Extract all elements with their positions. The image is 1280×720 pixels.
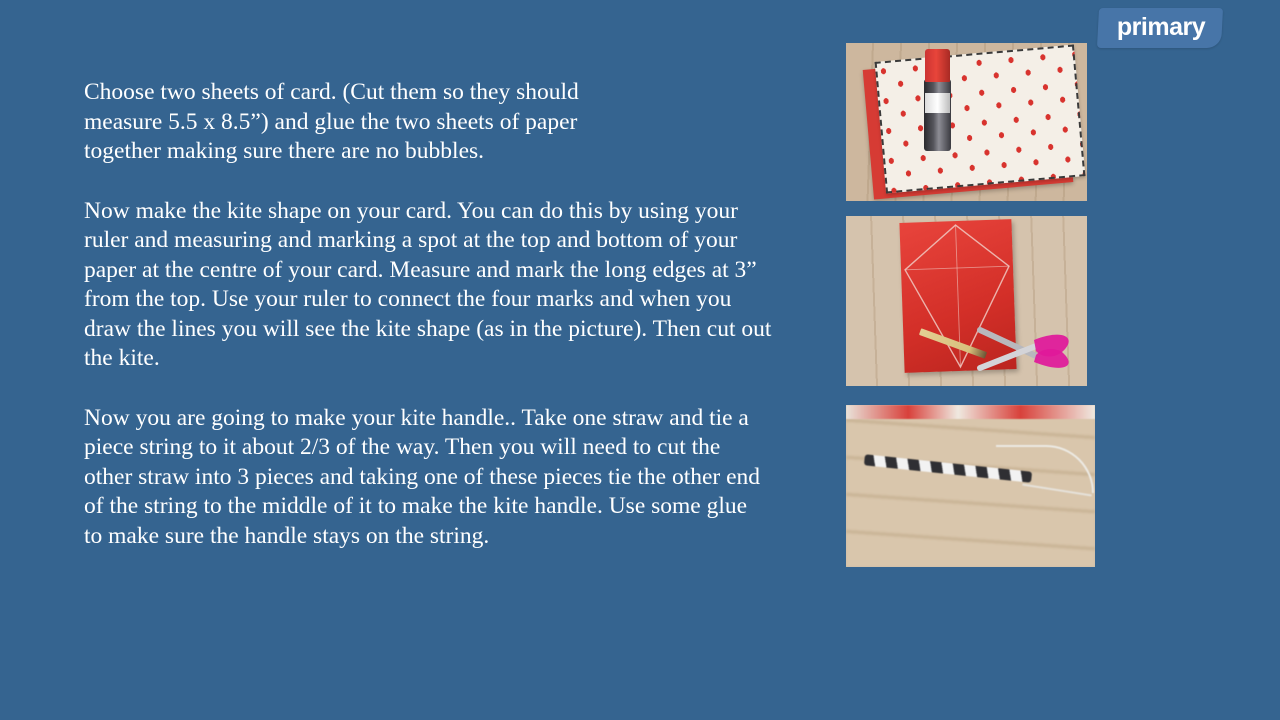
instruction-paragraph-1: Choose two sheets of card. (Cut them so they should measure 5.5 x 8.5”) and glue the two sheets of paper together making sure there are no bubbles. [84, 79, 579, 164]
primary-logo-text: primary [1116, 13, 1206, 41]
red-card-kite-outline-photo [846, 216, 1087, 386]
glue-stick-cap [925, 49, 950, 82]
instruction-paragraph-3: Now you are going to make your kite handle.. Take one straw and tie a piece string to it about 2/3 of the way. Then you will need to cut the other straw into 3 pieces and taking one of these pieces tie the other end of the string to the middle of it to make the kite handle. Use some glue to make sure the handle stays on the string. [84, 404, 761, 549]
red-edge-strip [846, 405, 1095, 419]
instruction-paragraph-2: Now make the kite shape on your card. You can do this by using your ruler and measuring and marking a spot at the top and bottom of your paper at the centre of your card. Measure and mark the long edges at 3” from the top. Use your ruler to connect the four marks and when you draw the lines you will see the kite shape (as in the picture). Then cut out the kite. [84, 197, 772, 371]
heart-patterned-card-sheet [875, 45, 1086, 194]
glue-stick-on-patterned-card-photo [846, 43, 1087, 201]
glue-stick-label [925, 93, 950, 113]
scissors-icon [976, 324, 1080, 382]
glue-stick-body [924, 79, 951, 151]
instructions-text-column [84, 78, 784, 551]
straw-and-string-handle-photo [846, 405, 1095, 567]
